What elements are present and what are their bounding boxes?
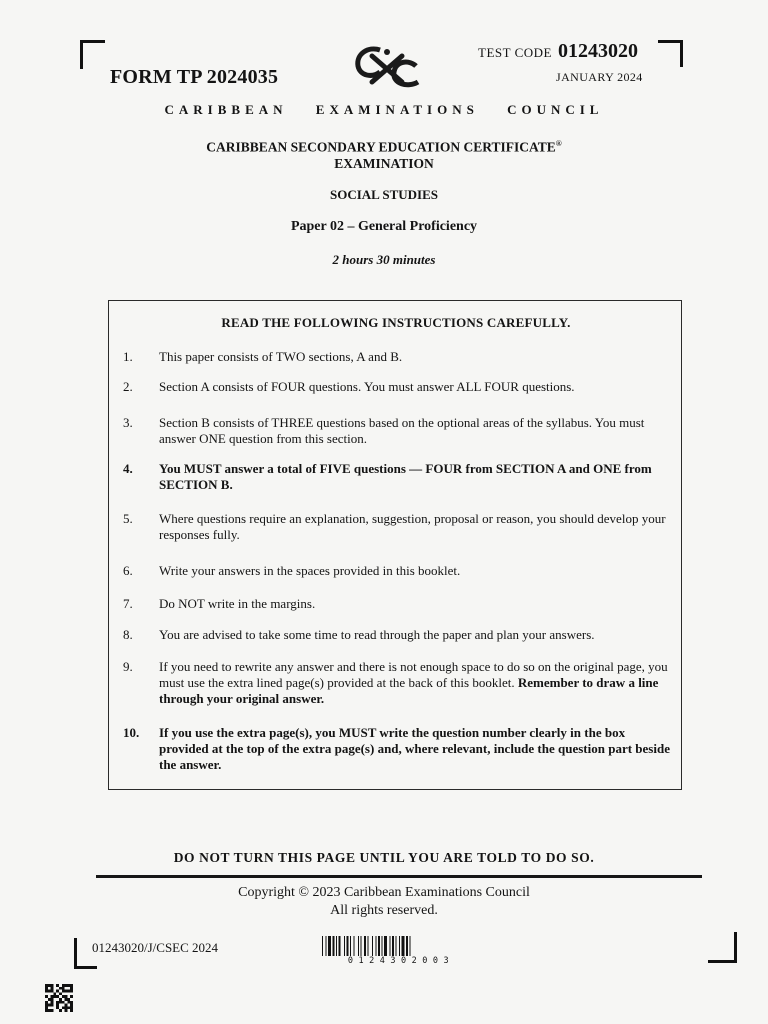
instruction-text: If you need to rewrite any answer and there is not enough space to do so on the original page, you must use the extra lined page(s) provided at the back of this booklet.: [159, 659, 668, 690]
instructions-box: [108, 300, 682, 790]
barcode: [322, 936, 480, 956]
barcode-digits: 0124302003: [347, 956, 455, 966]
crop-mark-top-left: [80, 40, 105, 69]
exam-session: JANUARY 2024: [556, 70, 643, 84]
test-code-label: TEST CODE: [478, 45, 552, 60]
instruction-number: 6.: [123, 563, 133, 578]
cxc-logo: [350, 44, 424, 90]
certificate-line-1: CARIBBEAN SECONDARY EDUCATION CERTIFICATE: [206, 139, 556, 155]
instruction-number: 10.: [123, 725, 140, 740]
instruction-text: If you use the extra page(s), you MUST write the question number clearly in the box provided at the top of the extra page(s) and, where relevant, include the question part beside the answer.: [159, 725, 670, 772]
exam-duration: 2 hours 30 minutes: [332, 252, 436, 267]
copyright-notice: [0, 884, 768, 920]
copyright-line-1: Copyright © 2023 Caribbean Examinations Council: [238, 885, 530, 900]
instruction-number: 7.: [123, 596, 133, 611]
instruction-text: This paper consists of TWO sections, A and B.: [159, 349, 403, 364]
instruction-number: 9.: [123, 659, 133, 674]
divider-rule: [96, 875, 702, 878]
instruction-text: Write your answers in the spaces provided in this booklet.: [159, 563, 461, 578]
crop-mark-top-right: [658, 40, 683, 67]
instruction-number: 4.: [123, 461, 133, 476]
form-code: FORM TP 2024035: [110, 66, 279, 88]
council-name: CARIBBEAN EXAMINATIONS COUNCIL: [164, 102, 604, 117]
instruction-text-group: [159, 659, 671, 707]
instruction-number: 8.: [123, 627, 133, 642]
subject-title: SOCIAL STUDIES: [329, 187, 439, 202]
instruction-text: You are advised to take some time to read through the paper and plan your answers.: [159, 627, 595, 642]
copyright-line-2: All rights reserved.: [330, 903, 438, 918]
instruction-number: 5.: [123, 511, 133, 526]
instruction-emphasis: Remember to draw a line through your original answer.: [159, 675, 659, 706]
certificate-title: [0, 136, 768, 172]
instruction-text: Section A consists of FOUR questions. You must answer ALL FOUR questions.: [159, 379, 575, 394]
instruction-text: Section B consists of THREE questions based on the optional areas of the syllabus. You must answer ONE question from this section.: [159, 415, 645, 446]
do-not-turn-warning: DO NOT TURN THIS PAGE UNTIL YOU ARE TOLD TO DO SO.: [173, 850, 595, 865]
instruction-number: 2.: [123, 379, 133, 394]
paper-title: Paper 02 – General Proficiency: [290, 219, 478, 234]
certificate-line-2: EXAMINATION: [334, 155, 434, 171]
instructions-heading: READ THE FOLLOWING INSTRUCTIONS CAREFULLY.: [221, 315, 571, 330]
instruction-text: You MUST answer a total of FIVE questions — FOUR from SECTION A and ONE from SECTION B.: [159, 461, 652, 492]
registered-mark: ®: [555, 139, 562, 148]
test-code: [478, 40, 638, 63]
instruction-text: Do NOT write in the margins.: [159, 596, 316, 611]
footer-code: 01243020/J/CSEC 2024: [92, 940, 219, 955]
crop-mark-bottom-right: [708, 932, 737, 963]
instruction-number: 1.: [123, 349, 133, 364]
qr-code: [44, 984, 74, 1012]
instruction-number: 3.: [123, 415, 133, 430]
test-code-number: 01243020: [557, 40, 638, 62]
instruction-text: Where questions require an explanation, suggestion, proposal or reason, you should develop your responses fully.: [159, 511, 666, 542]
